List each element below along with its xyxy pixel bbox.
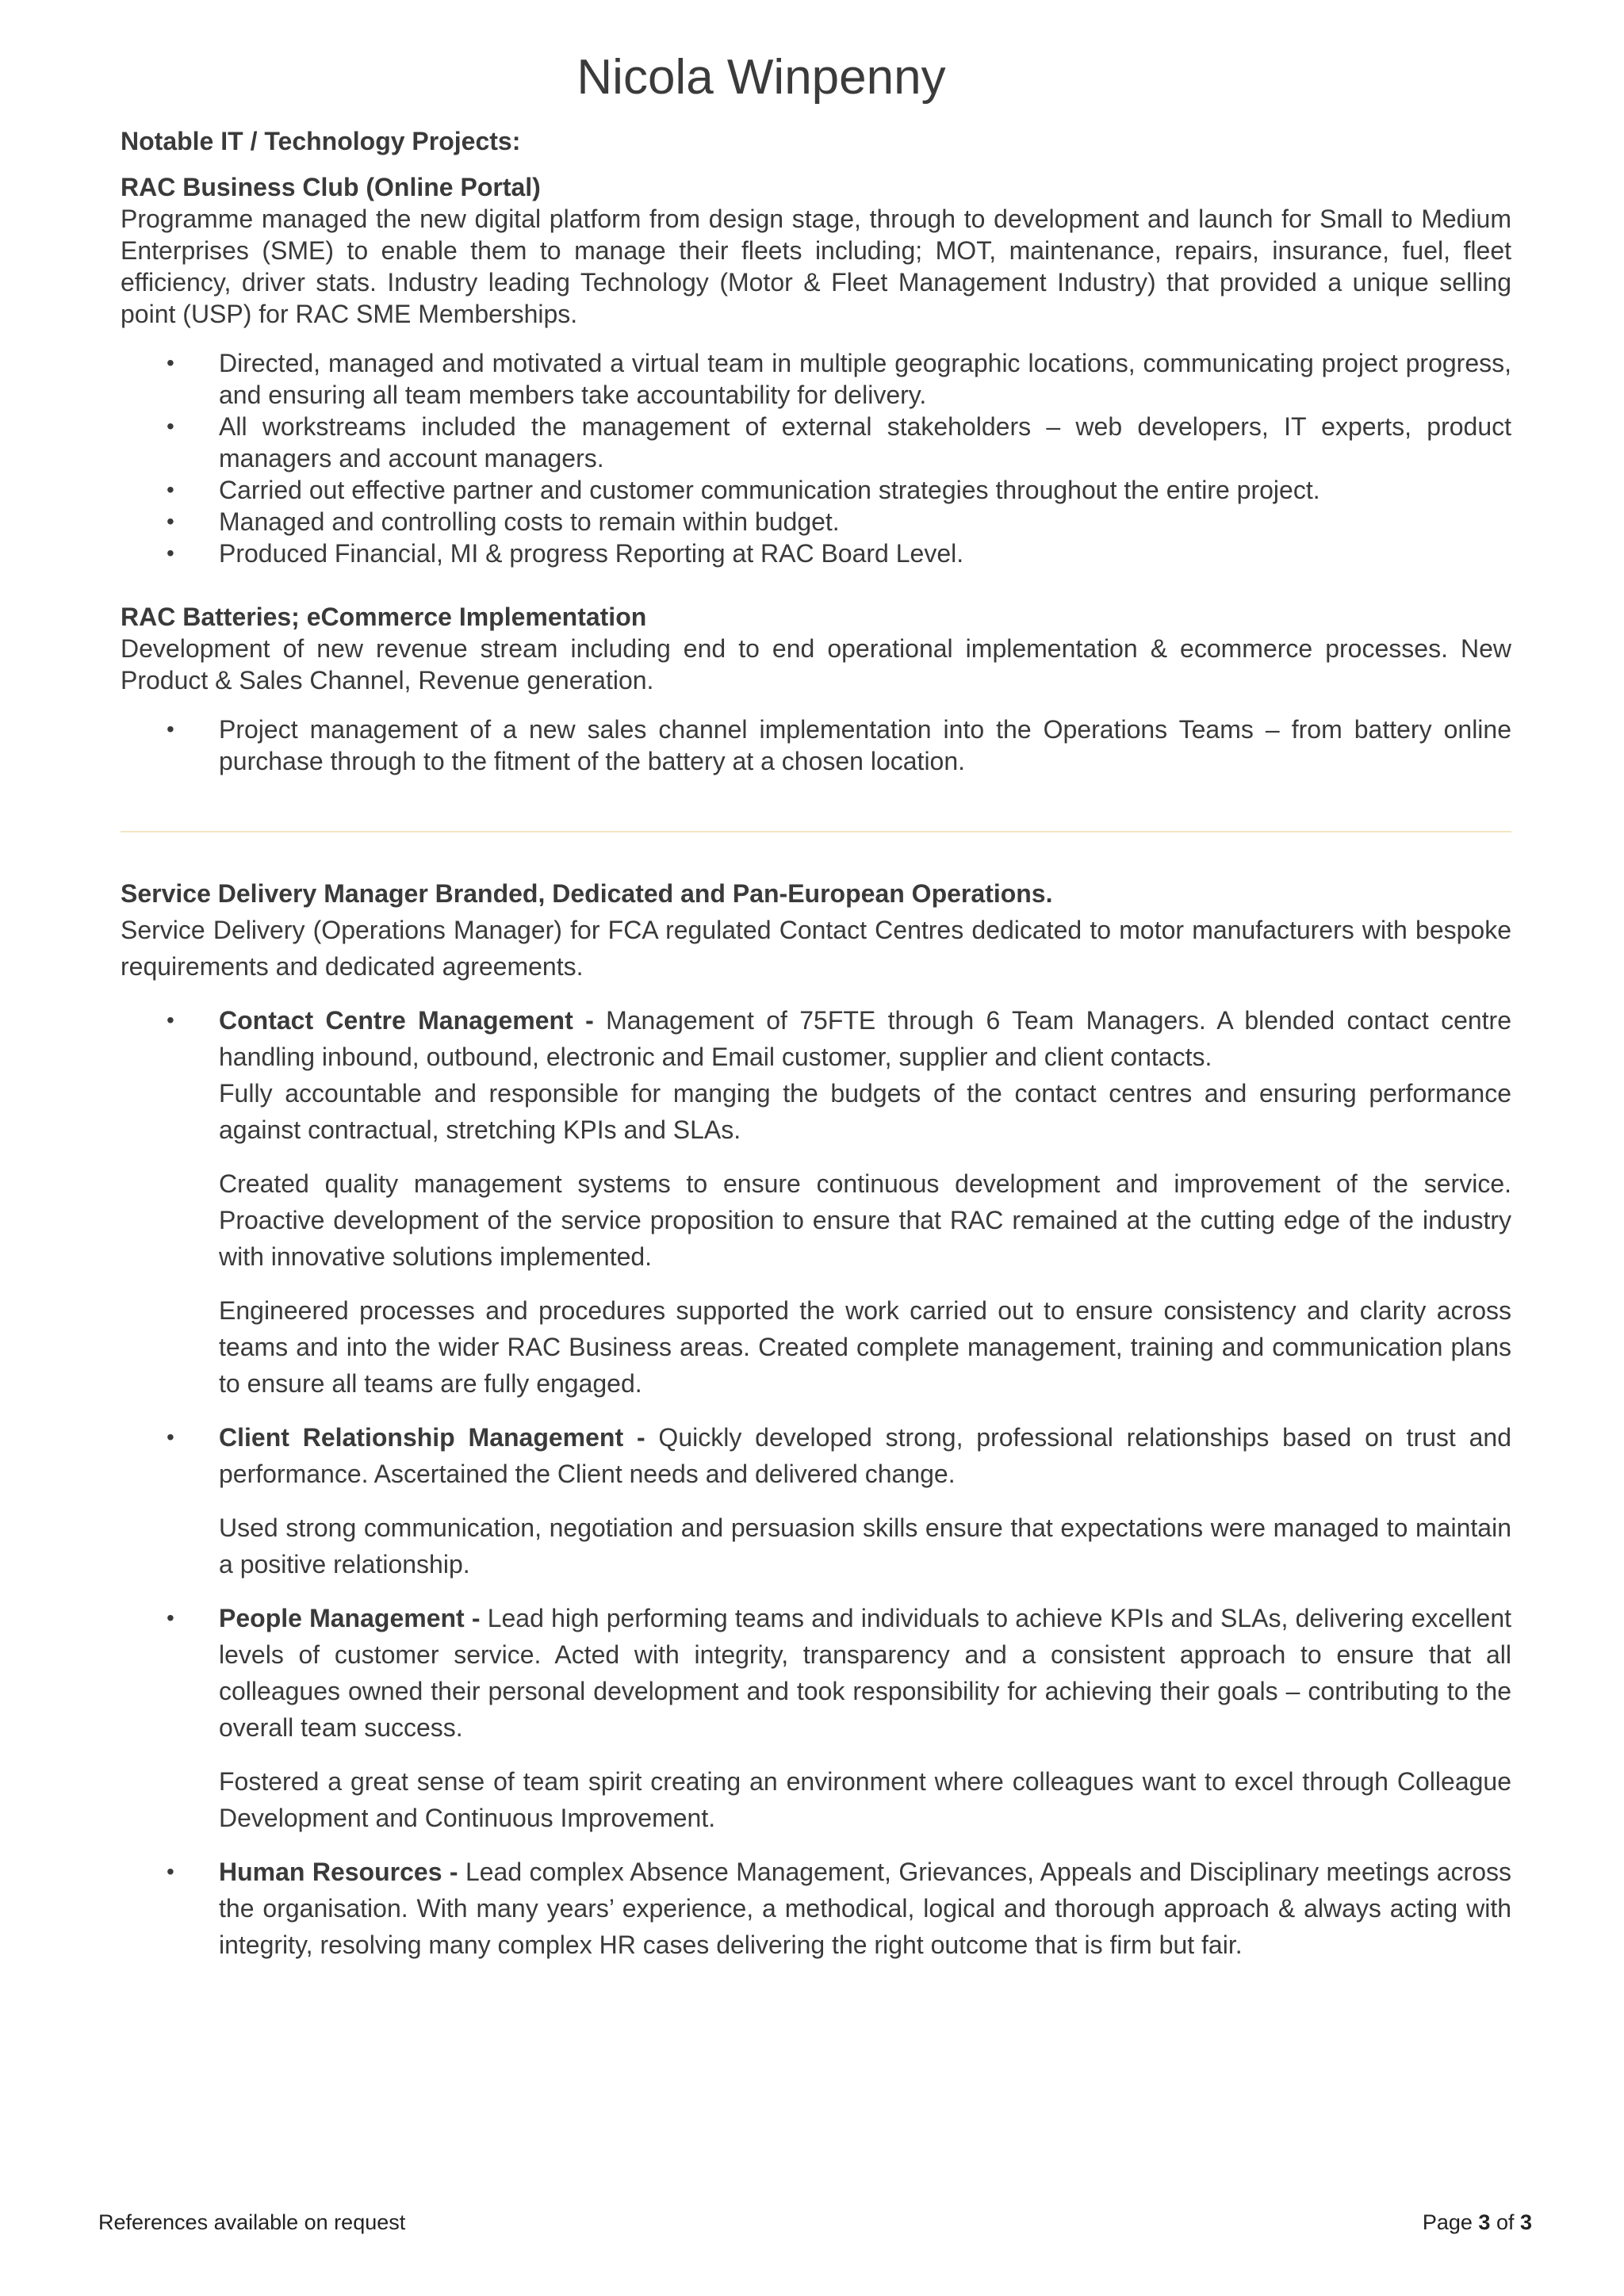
list-item: • Contact Centre Management - Management of 75FTE through 6 Team Managers. A blended contact centre handling inbound, outbound, electronic and Email customer, supplier and client contacts. Fully accountable and responsible for manging the budgets of the contact centres and ensuring performance against contractual, stretching KPIs and SLAs. Created quality management systems to ensure continuous development and improvement of the service. Proactive development of the service proposition to ensure that RAC remained at the cutting edge of the industry with innovative solutions implemented. Engineered processes and procedures supported the work carried out to ensure consistency and clarity across teams and into the wider RAC Business areas. Created complete management, training and communication plans to ensure all teams are fully engaged. [121,1002,1511,1402]
bullet-icon: • [167,1008,174,1032]
bullet-icon: • [167,414,174,438]
bullet-icon: • [167,350,174,375]
page-title: Nicola Winpenny [576,50,946,105]
list-item: • Directed, managed and motivated a virtual team in multiple geographic locations, communicating project progress, and ensuring all team members take accountability for delivery. [167,349,1511,409]
bullet-icon: • [167,1425,174,1449]
item-paragraph: Used strong communication, negotiation and persuasion skills ensure that expectations were managed to maintain a positive relationship. [219,1513,1511,1578]
project-description: Development of new revenue stream including end to end operational implementation & ecommerce processes. New Product & Sales Channel, Revenue generation. [121,634,1511,695]
role-description: Service Delivery (Operations Manager) for FCA regulated Contact Centres dedicated to motor manufacturers with bespoke requirements and dedicated agreements. [121,916,1511,981]
bullet-icon: • [167,717,174,741]
role-title: Service Delivery Manager Branded, Dedicated and Pan-European Operations. [121,879,1053,908]
item-label: Client Relationship Management - [219,1423,645,1452]
bullet-icon: • [167,541,174,565]
project-bullet-list [121,714,1511,777]
project-title: RAC Business Club (Online Portal) [121,173,541,201]
list-item: • Project management of a new sales channel implementation into the Operations Teams – from battery online purchase through to the fitment of the battery at a chosen location. [167,715,1511,775]
list-item: • Client Relationship Management - Quickly developed strong, professional relationships based on trust and performance. Ascertained the Client needs and delivered change. Used strong communication, negotiation and persuasion skills ensure that expectations were managed to maintain a positive relationship. [121,1419,1511,1582]
list-item: • Produced Financial, MI & progress Reporting at RAC Board Level. [167,539,964,568]
item-text: Fully accountable and responsible for manging the budgets of the contact centres and ensuring performance against contractual, stretching KPIs and SLAs. [219,1079,1511,1144]
list-item: • People Management - Lead high performing teams and individuals to achieve KPIs and SLAs, delivering excellent levels of customer service. Acted with integrity, transparency and a consistent approach to ensure that all colleagues owned their personal development and took responsibility for achieving their goals – contributing to the overall team success. Fostered a great sense of team spirit creating an environment where colleagues want to excel through Colleague Development and Continuous Improvement. [121,1600,1511,1836]
role-bullet-list [121,1002,1511,1963]
project-description: Programme managed the new digital platform from design stage, through to development and launch for Small to Medium Enterprises (SME) to enable them to manage their fleets including; MOT, maintenance, repairs, insurance, fuel, fleet efficiency, driver stats. Industry leading Technology (Motor & Fleet Management Industry) that provided a unique selling point (USP) for RAC SME Memberships. [121,205,1511,328]
page-number: Page 3 of 3 [1422,2210,1532,2234]
bullet-icon: • [167,477,174,502]
section-divider [121,831,1511,832]
item-label: People Management - [219,1604,481,1632]
bullet-icon: • [167,1859,174,1884]
list-item: • Carried out effective partner and customer communication strategies throughout the entire project. [167,476,1320,504]
bullet-icon: • [167,509,174,534]
item-label: Human Resources - [219,1858,458,1886]
footer-note: References available on request [98,2210,406,2234]
item-label: Contact Centre Management - [219,1006,594,1035]
item-paragraph: Engineered processes and procedures supported the work carried out to ensure consistency and clarity across teams and into the wider RAC Business areas. Created complete management, training and communication plans to ensure all teams are fully engaged. [219,1296,1511,1398]
item-paragraph: Created quality management systems to ensure continuous development and improvement of the service. Proactive development of the service proposition to ensure that RAC remained at the cutting edge of the industry with innovative solutions implemented. [219,1169,1511,1271]
role-section [121,875,1511,1963]
project-bullet-list [121,347,1511,569]
project-title: RAC Batteries; eCommerce Implementation [121,603,647,631]
list-item: • Human Resources - Lead complex Absence Management, Grievances, Appeals and Disciplinary meetings across the organisation. With many years’ experience, a methodical, logical and thorough approach & always acting with integrity, resolving many complex HR cases delivering the right outcome that is firm but fair. [121,1854,1511,1963]
list-item: • All workstreams included the management of external stakeholders – web developers, IT experts, product managers and account managers. [167,412,1511,473]
bullet-icon: • [167,1605,174,1630]
item-paragraph: Fostered a great sense of team spirit creating an environment where colleagues want to excel through Colleague Development and Continuous Improvement. [219,1767,1511,1832]
projects-section [121,125,1511,777]
list-item: • Managed and controlling costs to remain within budget. [167,507,840,536]
projects-heading: Notable IT / Technology Projects: [121,127,521,155]
